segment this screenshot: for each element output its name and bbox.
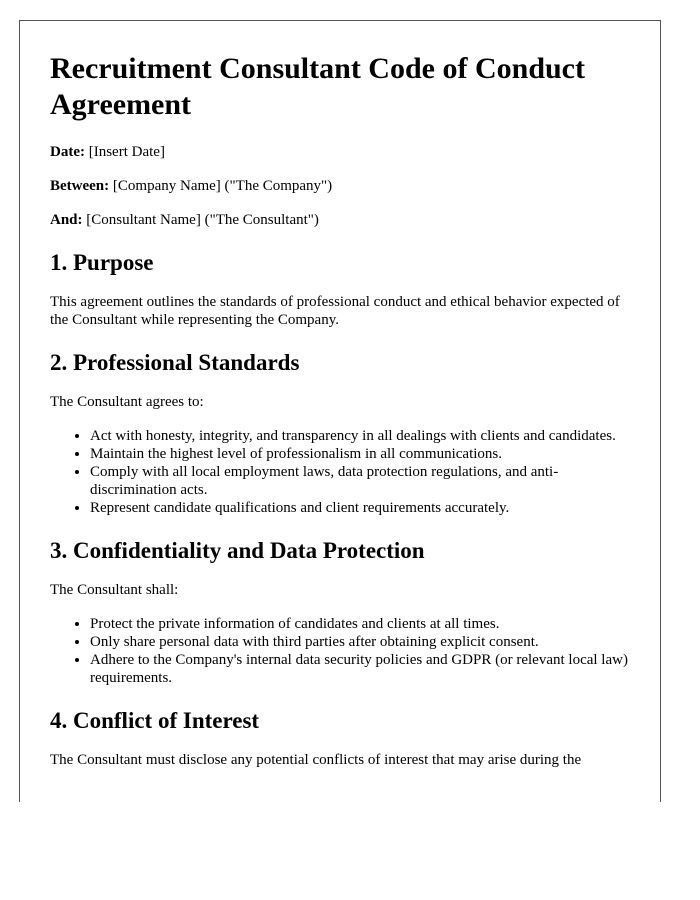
list-item: • Represent candidate qualifications and client requirements accurately. (90, 499, 630, 517)
section-heading-confidentiality: 3. Confidentiality and Data Protection (50, 538, 425, 563)
professional-standards-intro: The Consultant agrees to: (50, 394, 204, 410)
document-page (19, 20, 661, 802)
list-item: • Maintain the highest level of professionalism in all communications. (90, 445, 630, 463)
between-value: [Company Name] ("The Company") (112, 178, 333, 194)
professional-standards-list (50, 427, 630, 517)
section-heading-professional-standards: 2. Professional Standards (50, 350, 300, 375)
and-line (50, 211, 630, 229)
list-item: • Comply with all local employment laws, data protection regulations, and anti-discrimination acts. (90, 463, 630, 499)
purpose-text: This agreement outlines the standards of professional conduct and ethical behavior expected of the Consultant while representing the Company. (50, 294, 620, 328)
section-heading-conflict-of-interest: 4. Conflict of Interest (50, 708, 260, 733)
conflict-of-interest-text: The Consultant must disclose any potential conflicts of interest that may arise during the (50, 752, 582, 768)
document-title: Recruitment Consultant Code of Conduct Agreement (50, 52, 585, 121)
list-item: • Protect the private information of candidates and clients at all times. (90, 615, 630, 633)
confidentiality-list (50, 615, 630, 687)
date-line (50, 143, 630, 161)
between-label: Between: (50, 178, 110, 194)
between-line (50, 177, 630, 195)
section-heading-purpose: 1. Purpose (50, 250, 154, 275)
list-item: • Adhere to the Company's internal data security policies and GDPR (or relevant local law) requirements. (90, 651, 630, 687)
date-value: [Insert Date] (88, 144, 165, 160)
and-label: And: (50, 212, 83, 228)
list-item: • Only share personal data with third parties after obtaining explicit consent. (90, 633, 630, 651)
and-value: [Consultant Name] ("The Consultant") (86, 212, 319, 228)
confidentiality-intro: The Consultant shall: (50, 582, 179, 598)
list-item: • Act with honesty, integrity, and transparency in all dealings with clients and candidates. (90, 427, 630, 445)
date-label: Date: (50, 144, 85, 160)
